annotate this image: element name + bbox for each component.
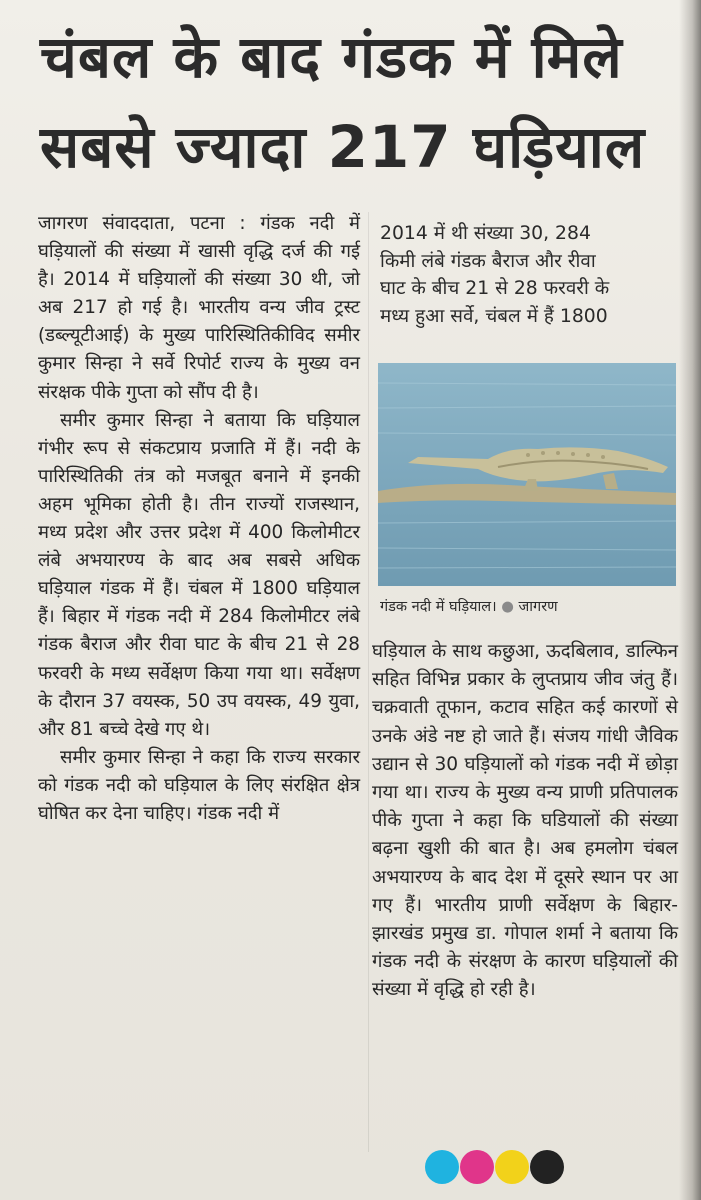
deck [380, 220, 680, 330]
article-paragraph: जागरण संवाददाता, पटना : गंडक नदी में घड़ियालों की संख्या में खासी वृद्धि दर्ज की गई है। 2014 में घड़ियालों की संख्या 30 थी, जो अब 217 हो गई है। भारतीय वन्य जीव ट्रस्ट (डब्ल्यूटीआई) के मुख्य पारिस्थितिकीविद समीर कुमार सिन्हा ने सर्वे रिपोर्ट राज्य के मुख्य वन संरक्षक पीके गुप्ता को सौंप दी है। [38, 213, 360, 403]
caption-text: गंडक नदी में घड़ियाल। [380, 599, 497, 615]
caption-credit: जागरण [518, 599, 558, 615]
headline-line-2: सबसे ज्यादा 217 घड़ियाल [40, 113, 646, 181]
gharial-photo [378, 363, 676, 586]
article-paragraph: समीर कुमार सिन्हा ने बताया कि घड़ियाल गंभीर रूप से संकटप्राय प्रजाति में हैं। नदी के पारिस्थितिकी तंत्र को मजबूत बनाने में इनकी अहम भूमिका होती है। तीन राज्यों राजस्थान, मध्य प्रदेश और उत्तर प्रदेश में 400 किलोमीटर लंबे अभयारण्य के बाद अब सबसे अधिक घड़ियाल गंडक में हैं। चंबल में 1800 घड़ियाल हैं। बिहार में गंडक नदी में 284 किलोमीटर लंबे गंडक बैराज और रीवा घाट के बीच 21 से 28 फरवरी के मध्य सर्वेक्षण किया गया था। सर्वेक्षण के दौरान 37 वयस्क, 50 उप वयस्क, 49 युवा, और 81 बच्चे देखे गए थे। [38, 409, 360, 740]
registration-yellow-icon [495, 1150, 529, 1184]
article-column-left [38, 210, 360, 828]
deck-line: किमी लंबे गंडक बैराज और रीवा [380, 250, 596, 272]
bullet-icon: ● [501, 599, 514, 615]
article-paragraph: घड़ियाल के साथ कछुआ, ऊदबिलाव, डाल्फिन सहित विभिन्न प्रकार के लुप्तप्राय जीव जंतु हैं। चक्रवाती तूफान, कटाव सहित कई कारणों से उनके अंडे नष्ट हो जाते हैं। संजय गांधी जैविक उद्यान से 30 घड़ियालों को गंडक नदी में छोड़ा गया था। राज्य के मुख्य वन्य प्राणी प्रतिपालक पीके गुप्ता ने कहा कि घडियालों की संख्या बढ़ना खुशी की बात है। अब हमलोग चंबल अभयारण्य के बाद देश में दूसरे स्थान पर आ गए हैं। भारतीय प्राणी सर्वेक्षण के बिहार-झारखंड प्रमुख डा. गोपाल शर्मा ने बताया कि गंडक नदी के संरक्षण के कारण घड़ियालों की संख्या में वृद्धि हो रही है। [372, 641, 678, 1001]
headline-line-1: चंबल के बाद गंडक में मिले [40, 23, 623, 91]
deck-line: घाट के बीच 21 से 28 फरवरी के [380, 278, 610, 299]
registration-cyan-icon [425, 1150, 459, 1184]
column-divider [368, 212, 369, 1152]
article-column-right [372, 638, 678, 1005]
registration-magenta-icon [460, 1150, 494, 1184]
headline [40, 12, 680, 192]
deck-line: 2014 में थी संख्या 30, 284 [380, 223, 591, 244]
article-paragraph: समीर कुमार सिन्हा ने कहा कि राज्य सरकार को गंडक नदी को घड़ियाल के लिए संरक्षित क्षेत्र घोषित कर देना चाहिए। गंडक नदी में [38, 746, 360, 824]
photo-caption [380, 597, 680, 617]
page-binding-shadow [679, 0, 701, 1200]
registration-black-icon [530, 1150, 564, 1184]
deck-line: मध्य हुआ सर्वे, चंबल में हैं 1800 [380, 305, 608, 327]
